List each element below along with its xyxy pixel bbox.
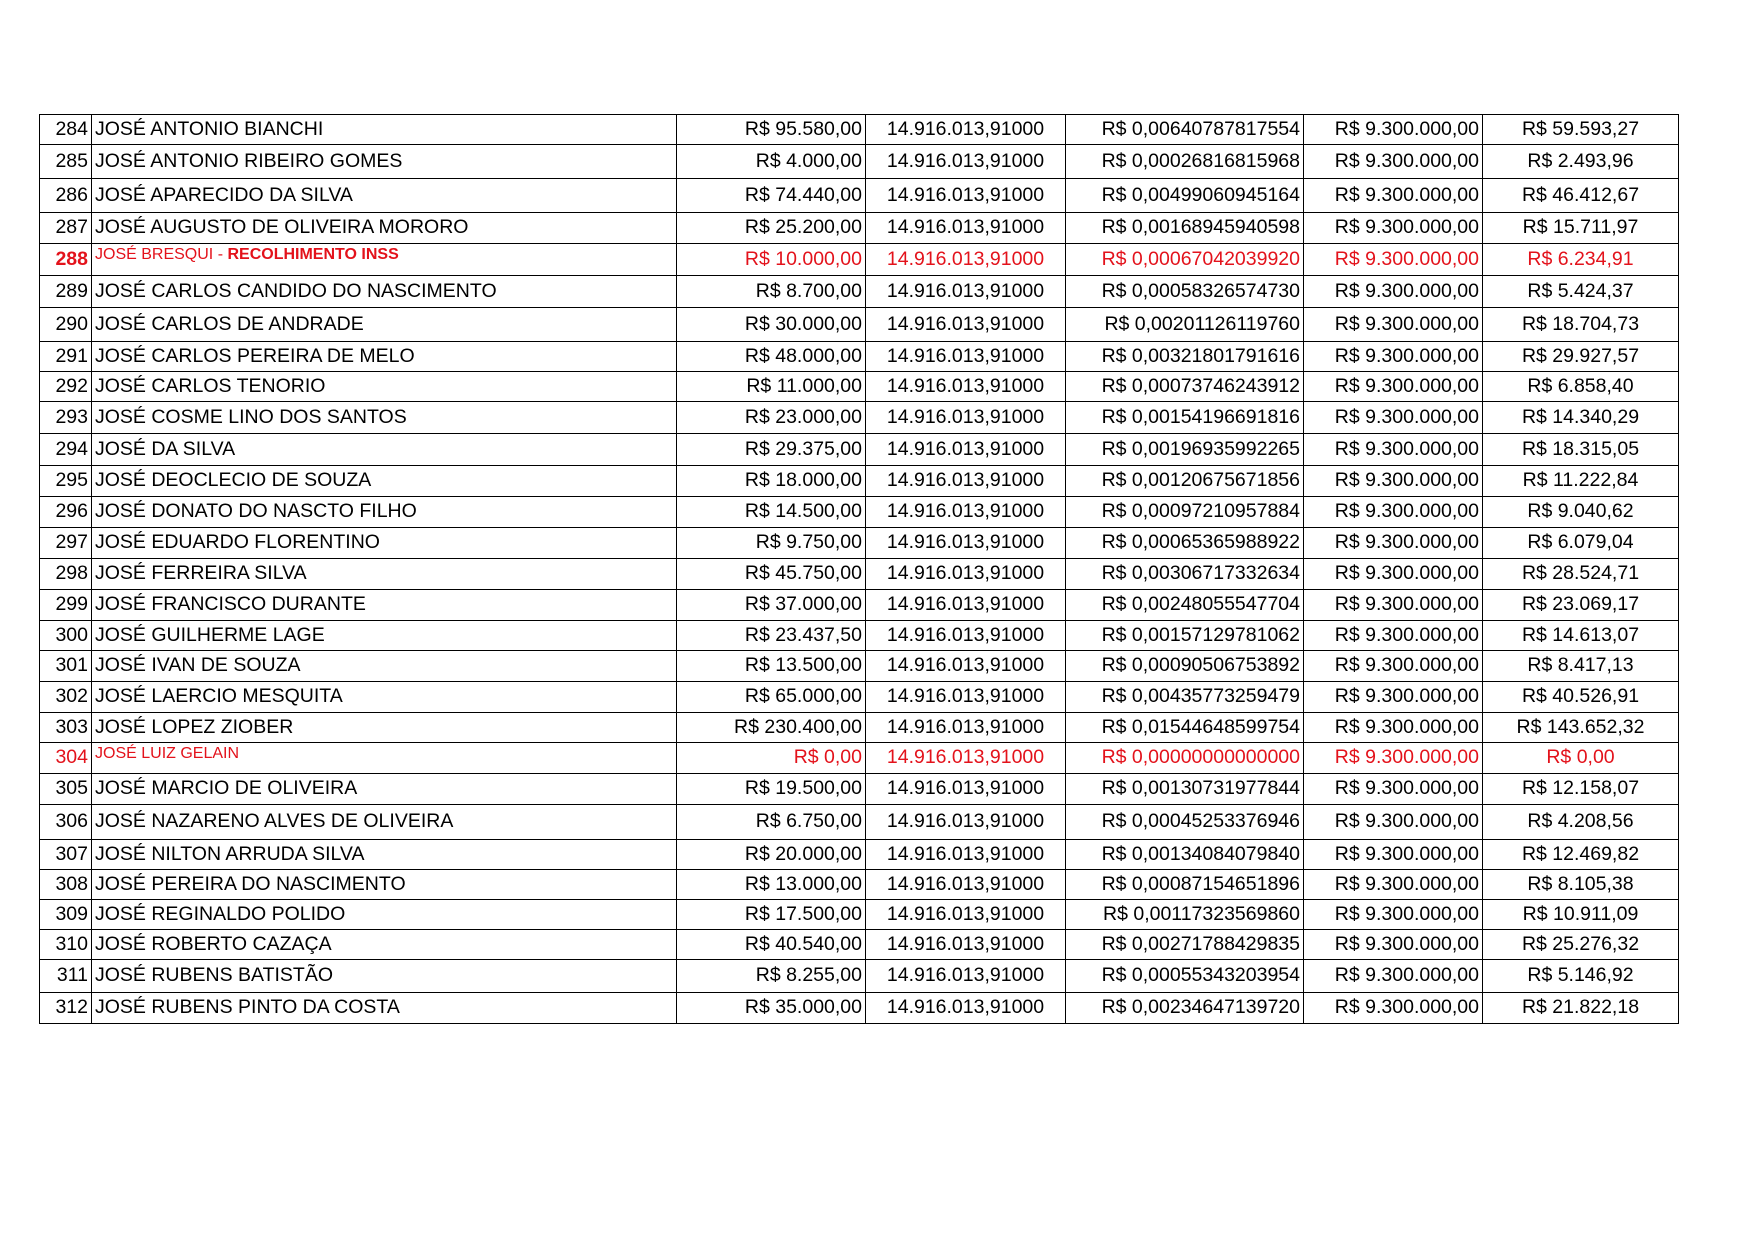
total-cell: 14.916.013,91000	[866, 713, 1066, 743]
total-cell: 14.916.013,91000	[866, 743, 1066, 774]
row-number-cell: 285	[40, 145, 92, 179]
pool-cell: R$ 9.300.000,00	[1304, 590, 1483, 621]
ratio-cell: R$ 0,00201126119760	[1066, 308, 1304, 342]
table-row	[40, 402, 1679, 434]
name-cell	[92, 528, 677, 559]
ratio-cell: R$ 0,00090506753892	[1066, 651, 1304, 682]
value-cell: R$ 17.500,00	[677, 900, 866, 930]
name-text: JOSÉ CARLOS DE ANDRADE	[95, 312, 364, 335]
name-text: JOSÉ CARLOS TENORIO	[95, 374, 326, 397]
row-number-cell: 286	[40, 179, 92, 213]
table-row	[40, 497, 1679, 528]
name-cell	[92, 372, 677, 402]
ratio-cell: R$ 0,00134084079840	[1066, 840, 1304, 870]
row-number-cell: 295	[40, 466, 92, 497]
share-cell: R$ 18.704,73	[1483, 308, 1679, 342]
pool-cell: R$ 9.300.000,00	[1304, 960, 1483, 993]
ratio-cell: R$ 0,00067042039920	[1066, 244, 1304, 276]
value-cell: R$ 30.000,00	[677, 308, 866, 342]
row-number-cell: 307	[40, 840, 92, 870]
ratio-cell: R$ 0,00640787817554	[1066, 115, 1304, 145]
table-row	[40, 621, 1679, 651]
total-cell: 14.916.013,91000	[866, 870, 1066, 900]
name-cell	[92, 930, 677, 960]
name-cell	[92, 651, 677, 682]
name-text: JOSÉ CARLOS PEREIRA DE MELO	[95, 344, 415, 367]
row-number-cell: 292	[40, 372, 92, 402]
row-number-cell: 311	[40, 960, 92, 993]
share-cell: R$ 59.593,27	[1483, 115, 1679, 145]
share-cell: R$ 8.105,38	[1483, 870, 1679, 900]
ratio-cell: R$ 0,00000000000000	[1066, 743, 1304, 774]
ratio-cell: R$ 0,00045253376946	[1066, 805, 1304, 840]
share-cell: R$ 5.146,92	[1483, 960, 1679, 993]
share-cell: R$ 25.276,32	[1483, 930, 1679, 960]
name-cell	[92, 621, 677, 651]
total-cell: 14.916.013,91000	[866, 621, 1066, 651]
table-row	[40, 244, 1679, 276]
total-cell: 14.916.013,91000	[866, 466, 1066, 497]
table-row	[40, 372, 1679, 402]
ratio-cell: R$ 0,00435773259479	[1066, 682, 1304, 713]
row-number-cell: 290	[40, 308, 92, 342]
pool-cell: R$ 9.300.000,00	[1304, 145, 1483, 179]
table-row	[40, 774, 1679, 805]
name-cell	[92, 713, 677, 743]
table-row	[40, 930, 1679, 960]
row-number-cell: 288	[40, 244, 92, 276]
value-cell: R$ 4.000,00	[677, 145, 866, 179]
name-text: JOSÉ FERREIRA SILVA	[95, 562, 307, 585]
value-cell: R$ 13.500,00	[677, 651, 866, 682]
name-text: JOSÉ NILTON ARRUDA SILVA	[95, 842, 365, 865]
ratio-cell: R$ 0,00196935992265	[1066, 434, 1304, 466]
row-number-cell: 302	[40, 682, 92, 713]
table-row	[40, 145, 1679, 179]
table-row	[40, 651, 1679, 682]
total-cell: 14.916.013,91000	[866, 805, 1066, 840]
ratio-cell: R$ 0,00499060945164	[1066, 179, 1304, 213]
ratio-cell: R$ 0,00234647139720	[1066, 993, 1304, 1024]
table-row	[40, 870, 1679, 900]
share-cell: R$ 10.911,09	[1483, 900, 1679, 930]
total-cell: 14.916.013,91000	[866, 372, 1066, 402]
row-number-cell: 300	[40, 621, 92, 651]
row-number-cell: 299	[40, 590, 92, 621]
ratio-cell: R$ 0,00026816815968	[1066, 145, 1304, 179]
row-number-cell: 304	[40, 743, 92, 774]
row-number-cell: 293	[40, 402, 92, 434]
share-cell: R$ 11.222,84	[1483, 466, 1679, 497]
ratio-cell: R$ 0,00154196691816	[1066, 402, 1304, 434]
ratio-cell: R$ 0,00097210957884	[1066, 497, 1304, 528]
total-cell: 14.916.013,91000	[866, 682, 1066, 713]
pool-cell: R$ 9.300.000,00	[1304, 434, 1483, 466]
total-cell: 14.916.013,91000	[866, 244, 1066, 276]
pool-cell: R$ 9.300.000,00	[1304, 179, 1483, 213]
ratio-cell: R$ 0,00321801791616	[1066, 342, 1304, 372]
name-cell	[92, 960, 677, 993]
share-cell: R$ 4.208,56	[1483, 805, 1679, 840]
total-cell: 14.916.013,91000	[866, 497, 1066, 528]
pool-cell: R$ 9.300.000,00	[1304, 308, 1483, 342]
row-number-cell: 298	[40, 559, 92, 590]
value-cell: R$ 74.440,00	[677, 179, 866, 213]
pool-cell: R$ 9.300.000,00	[1304, 372, 1483, 402]
share-cell: R$ 2.493,96	[1483, 145, 1679, 179]
share-cell: R$ 21.822,18	[1483, 993, 1679, 1024]
total-cell: 14.916.013,91000	[866, 840, 1066, 870]
share-cell: R$ 14.613,07	[1483, 621, 1679, 651]
pool-cell: R$ 9.300.000,00	[1304, 682, 1483, 713]
value-cell: R$ 65.000,00	[677, 682, 866, 713]
value-cell: R$ 6.750,00	[677, 805, 866, 840]
table-row	[40, 115, 1679, 145]
table-row	[40, 434, 1679, 466]
name-text: JOSÉ RUBENS BATISTÃO	[95, 964, 334, 987]
share-cell: R$ 143.652,32	[1483, 713, 1679, 743]
total-cell: 14.916.013,91000	[866, 276, 1066, 308]
table-row	[40, 559, 1679, 590]
name-text: JOSÉ LOPEZ ZIOBER	[95, 715, 294, 738]
ratio-cell: R$ 0,00065365988922	[1066, 528, 1304, 559]
pool-cell: R$ 9.300.000,00	[1304, 993, 1483, 1024]
total-cell: 14.916.013,91000	[866, 528, 1066, 559]
row-number-cell: 312	[40, 993, 92, 1024]
name-text: JOSÉ MARCIO DE OLIVEIRA	[95, 777, 358, 800]
ratio-cell: R$ 0,00306717332634	[1066, 559, 1304, 590]
name-text: JOSÉ DEOCLECIO DE SOUZA	[95, 469, 372, 492]
name-cell	[92, 805, 677, 840]
row-number-cell: 305	[40, 774, 92, 805]
name-note: RECOLHIMENTO INSS	[227, 246, 399, 263]
pool-cell: R$ 9.300.000,00	[1304, 342, 1483, 372]
value-cell: R$ 20.000,00	[677, 840, 866, 870]
value-cell: R$ 9.750,00	[677, 528, 866, 559]
name-text: JOSÉ LAERCIO MESQUITA	[95, 685, 343, 708]
spreadsheet-table	[39, 114, 1679, 1024]
name-text: JOSÉ GUILHERME LAGE	[95, 623, 325, 646]
share-cell: R$ 23.069,17	[1483, 590, 1679, 621]
value-cell: R$ 48.000,00	[677, 342, 866, 372]
name-cell	[92, 145, 677, 179]
name-text: JOSÉ ANTONIO BIANCHI	[95, 117, 324, 140]
value-cell: R$ 23.000,00	[677, 402, 866, 434]
pool-cell: R$ 9.300.000,00	[1304, 559, 1483, 590]
value-cell: R$ 0,00	[677, 743, 866, 774]
row-number-cell: 284	[40, 115, 92, 145]
ratio-cell: R$ 0,00073746243912	[1066, 372, 1304, 402]
name-text: JOSÉ CARLOS CANDIDO DO NASCIMENTO	[95, 279, 497, 302]
ratio-cell: R$ 0,00087154651896	[1066, 870, 1304, 900]
pool-cell: R$ 9.300.000,00	[1304, 466, 1483, 497]
value-cell: R$ 23.437,50	[677, 621, 866, 651]
total-cell: 14.916.013,91000	[866, 930, 1066, 960]
value-cell: R$ 10.000,00	[677, 244, 866, 276]
row-number-cell: 306	[40, 805, 92, 840]
share-cell: R$ 29.927,57	[1483, 342, 1679, 372]
table-row	[40, 308, 1679, 342]
pool-cell: R$ 9.300.000,00	[1304, 774, 1483, 805]
name-text: JOSÉ LUIZ GELAIN	[95, 745, 240, 762]
table-row	[40, 590, 1679, 621]
total-cell: 14.916.013,91000	[866, 993, 1066, 1024]
value-cell: R$ 95.580,00	[677, 115, 866, 145]
name-text: JOSÉ REGINALDO POLIDO	[95, 902, 346, 925]
name-text: JOSÉ APARECIDO DA SILVA	[95, 183, 353, 206]
table-row	[40, 466, 1679, 497]
name-cell	[92, 900, 677, 930]
share-cell: R$ 8.417,13	[1483, 651, 1679, 682]
pool-cell: R$ 9.300.000,00	[1304, 244, 1483, 276]
name-cell	[92, 590, 677, 621]
share-cell: R$ 6.079,04	[1483, 528, 1679, 559]
name-text: JOSÉ PEREIRA DO NASCIMENTO	[95, 872, 406, 895]
ratio-cell: R$ 0,00168945940598	[1066, 213, 1304, 244]
ratio-cell: R$ 0,01544648599754	[1066, 713, 1304, 743]
ratio-cell: R$ 0,00058326574730	[1066, 276, 1304, 308]
name-text: JOSÉ DA SILVA	[95, 437, 236, 460]
share-cell: R$ 46.412,67	[1483, 179, 1679, 213]
row-number-cell: 287	[40, 213, 92, 244]
total-cell: 14.916.013,91000	[866, 960, 1066, 993]
table-row	[40, 713, 1679, 743]
name-text: JOSÉ ANTONIO RIBEIRO GOMES	[95, 149, 403, 172]
value-cell: R$ 11.000,00	[677, 372, 866, 402]
value-cell: R$ 37.000,00	[677, 590, 866, 621]
ratio-cell: R$ 0,00055343203954	[1066, 960, 1304, 993]
name-cell	[92, 276, 677, 308]
total-cell: 14.916.013,91000	[866, 774, 1066, 805]
name-cell	[92, 497, 677, 528]
name-cell	[92, 402, 677, 434]
row-number-cell: 309	[40, 900, 92, 930]
name-cell	[92, 840, 677, 870]
pool-cell: R$ 9.300.000,00	[1304, 743, 1483, 774]
pool-cell: R$ 9.300.000,00	[1304, 840, 1483, 870]
pool-cell: R$ 9.300.000,00	[1304, 115, 1483, 145]
share-cell: R$ 9.040,62	[1483, 497, 1679, 528]
pool-cell: R$ 9.300.000,00	[1304, 528, 1483, 559]
total-cell: 14.916.013,91000	[866, 308, 1066, 342]
table-row	[40, 743, 1679, 774]
name-cell	[92, 342, 677, 372]
row-number-cell: 296	[40, 497, 92, 528]
share-cell: R$ 6.858,40	[1483, 372, 1679, 402]
ratio-cell: R$ 0,00271788429835	[1066, 930, 1304, 960]
row-number-cell: 294	[40, 434, 92, 466]
pool-cell: R$ 9.300.000,00	[1304, 497, 1483, 528]
table-row	[40, 993, 1679, 1024]
share-cell: R$ 40.526,91	[1483, 682, 1679, 713]
name-text: JOSÉ IVAN DE SOUZA	[95, 654, 301, 677]
ratio-cell: R$ 0,00248055547704	[1066, 590, 1304, 621]
name-text: JOSÉ AUGUSTO DE OLIVEIRA MORORO	[95, 216, 469, 239]
row-number-cell: 303	[40, 713, 92, 743]
value-cell: R$ 25.200,00	[677, 213, 866, 244]
pool-cell: R$ 9.300.000,00	[1304, 213, 1483, 244]
table-row	[40, 960, 1679, 993]
row-number-cell: 291	[40, 342, 92, 372]
share-cell: R$ 28.524,71	[1483, 559, 1679, 590]
value-cell: R$ 18.000,00	[677, 466, 866, 497]
value-cell: R$ 40.540,00	[677, 930, 866, 960]
name-text: JOSÉ COSME LINO DOS SANTOS	[95, 405, 407, 428]
total-cell: 14.916.013,91000	[866, 115, 1066, 145]
share-cell: R$ 0,00	[1483, 743, 1679, 774]
total-cell: 14.916.013,91000	[866, 179, 1066, 213]
pool-cell: R$ 9.300.000,00	[1304, 276, 1483, 308]
pool-cell: R$ 9.300.000,00	[1304, 651, 1483, 682]
row-number-cell: 308	[40, 870, 92, 900]
ratio-cell: R$ 0,00130731977844	[1066, 774, 1304, 805]
name-text: JOSÉ BRESQUI -	[95, 246, 228, 263]
name-text: JOSÉ FRANCISCO DURANTE	[95, 593, 366, 616]
row-number-cell: 289	[40, 276, 92, 308]
pool-cell: R$ 9.300.000,00	[1304, 930, 1483, 960]
ratio-cell: R$ 0,00157129781062	[1066, 621, 1304, 651]
name-cell	[92, 213, 677, 244]
table-row	[40, 179, 1679, 213]
total-cell: 14.916.013,91000	[866, 559, 1066, 590]
total-cell: 14.916.013,91000	[866, 900, 1066, 930]
name-text: JOSÉ DONATO DO NASCTO FILHO	[95, 500, 417, 523]
name-cell	[92, 434, 677, 466]
table-row	[40, 682, 1679, 713]
share-cell: R$ 18.315,05	[1483, 434, 1679, 466]
name-text: JOSÉ ROBERTO CAZAÇA	[95, 932, 332, 955]
pool-cell: R$ 9.300.000,00	[1304, 805, 1483, 840]
share-cell: R$ 6.234,91	[1483, 244, 1679, 276]
pool-cell: R$ 9.300.000,00	[1304, 402, 1483, 434]
ratio-cell: R$ 0,00120675671856	[1066, 466, 1304, 497]
value-cell: R$ 230.400,00	[677, 713, 866, 743]
table-row	[40, 840, 1679, 870]
row-number-cell: 297	[40, 528, 92, 559]
value-cell: R$ 29.375,00	[677, 434, 866, 466]
row-number-cell: 301	[40, 651, 92, 682]
share-cell: R$ 5.424,37	[1483, 276, 1679, 308]
total-cell: 14.916.013,91000	[866, 145, 1066, 179]
name-text: JOSÉ EDUARDO FLORENTINO	[95, 531, 380, 554]
row-number-cell: 310	[40, 930, 92, 960]
value-cell: R$ 35.000,00	[677, 993, 866, 1024]
pool-cell: R$ 9.300.000,00	[1304, 900, 1483, 930]
table-row	[40, 342, 1679, 372]
value-cell: R$ 13.000,00	[677, 870, 866, 900]
share-cell: R$ 15.711,97	[1483, 213, 1679, 244]
table-row	[40, 805, 1679, 840]
name-cell	[92, 559, 677, 590]
table-row	[40, 528, 1679, 559]
share-cell: R$ 14.340,29	[1483, 402, 1679, 434]
name-cell	[92, 115, 677, 145]
value-cell: R$ 8.255,00	[677, 960, 866, 993]
table-row	[40, 276, 1679, 308]
name-text: JOSÉ NAZARENO ALVES DE OLIVEIRA	[95, 810, 454, 833]
total-cell: 14.916.013,91000	[866, 402, 1066, 434]
total-cell: 14.916.013,91000	[866, 213, 1066, 244]
name-cell	[92, 993, 677, 1024]
name-cell	[92, 308, 677, 342]
table-row	[40, 213, 1679, 244]
value-cell: R$ 45.750,00	[677, 559, 866, 590]
share-cell: R$ 12.158,07	[1483, 774, 1679, 805]
name-cell	[92, 682, 677, 713]
total-cell: 14.916.013,91000	[866, 651, 1066, 682]
name-cell	[92, 743, 677, 774]
total-cell: 14.916.013,91000	[866, 590, 1066, 621]
value-cell: R$ 14.500,00	[677, 497, 866, 528]
name-text: JOSÉ RUBENS PINTO DA COSTA	[95, 996, 400, 1019]
total-cell: 14.916.013,91000	[866, 434, 1066, 466]
pool-cell: R$ 9.300.000,00	[1304, 713, 1483, 743]
name-cell	[92, 466, 677, 497]
name-cell	[92, 774, 677, 805]
pool-cell: R$ 9.300.000,00	[1304, 621, 1483, 651]
name-cell	[92, 244, 677, 276]
ratio-cell: R$ 0,00117323569860	[1066, 900, 1304, 930]
total-cell: 14.916.013,91000	[866, 342, 1066, 372]
value-cell: R$ 8.700,00	[677, 276, 866, 308]
table-row	[40, 900, 1679, 930]
pool-cell: R$ 9.300.000,00	[1304, 870, 1483, 900]
value-cell: R$ 19.500,00	[677, 774, 866, 805]
name-cell	[92, 870, 677, 900]
name-cell	[92, 179, 677, 213]
share-cell: R$ 12.469,82	[1483, 840, 1679, 870]
